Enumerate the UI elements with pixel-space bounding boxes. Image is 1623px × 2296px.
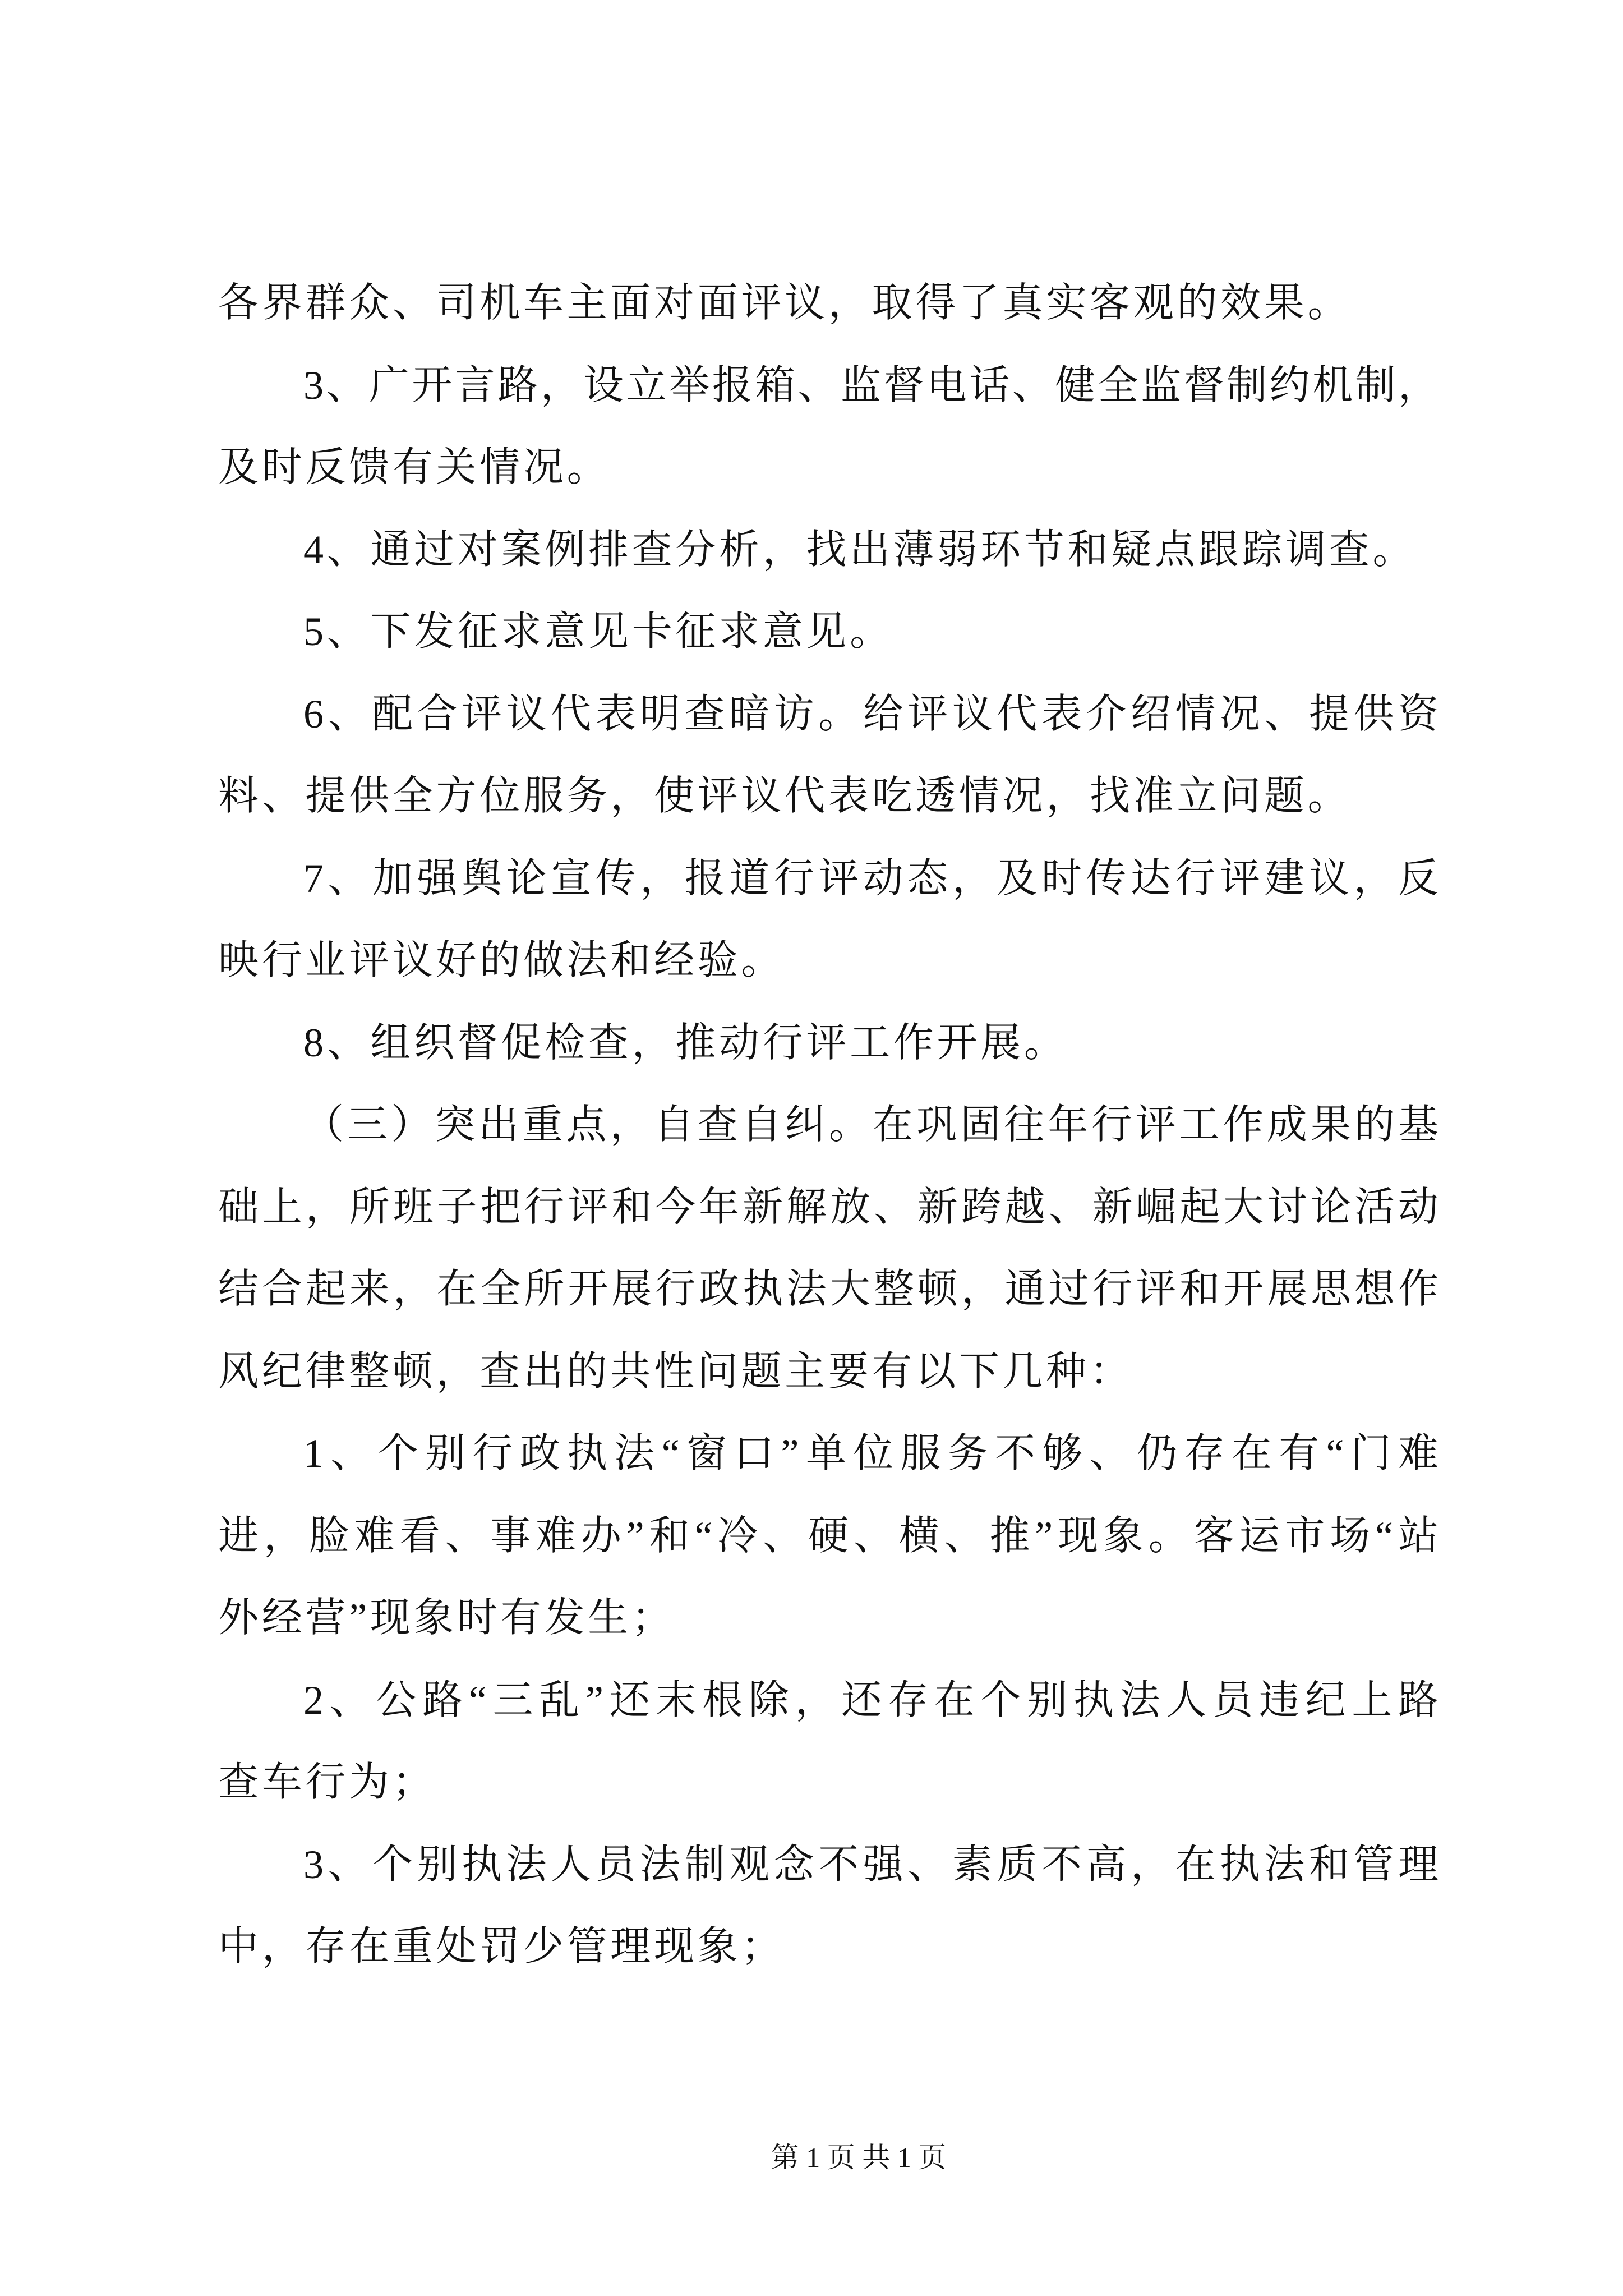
paragraph-line: 料、提供全方位服务，使评议代表吃透情况，找准立问题。 — [218, 774, 1352, 818]
paragraph-line: 各界群众、司机车主面对面评议，取得了真实客观的效果。 — [218, 280, 1352, 325]
paragraph-line: 风纪律整顿，查出的共性问题主要有以下几种： — [218, 1349, 1133, 1394]
section-three-paragraph — [218, 1084, 1438, 1412]
paragraph-line: 8、组织督促检查，推动行评工作开展。 — [303, 1020, 1068, 1065]
paragraph-line: 结合起来，在全所开展行政执法大整顿，通过行评和开展思想作 — [218, 1267, 1438, 1312]
paragraph-item-5 — [218, 591, 1438, 673]
paragraph-item-4 — [218, 509, 1438, 591]
document-body — [218, 262, 1438, 1988]
paragraph-item-7 — [218, 838, 1438, 1002]
problem-item-3 — [218, 1824, 1438, 1988]
paragraph-line: 1、个别行政执法“窗口”单位服务不够、仍存在有“门难 — [303, 1431, 1438, 1476]
paragraph-line: 映行业评议好的做法和经验。 — [218, 938, 785, 983]
paragraph-line: 中，存在重处罚少管理现象； — [218, 1924, 785, 1969]
paragraph-line: 2、公路“三乱”还末根除，还存在个别执法人员违纪上路 — [303, 1677, 1438, 1723]
paragraph-line: 础上，所班子把行评和今年新解放、新跨越、新崛起大讨论活动 — [218, 1184, 1438, 1230]
paragraph-line: 6、配合评议代表明查暗访。给评议代表介绍情况、提供资 — [303, 691, 1438, 737]
paragraph — [218, 262, 1438, 344]
problem-item-2 — [218, 1659, 1438, 1824]
paragraph-line: 查车行为； — [218, 1760, 436, 1805]
paragraph-line: 4、通过对案例排查分析，找出薄弱环节和疑点跟踪调查。 — [303, 527, 1417, 572]
paragraph-line: 7、加强舆论宣传，报道行评动态，及时传达行评建议，反 — [303, 855, 1438, 901]
paragraph-item-8 — [218, 1002, 1438, 1084]
paragraph-line: 进，脸难看、事难办”和“冷、硬、横、推”现象。客运市场“站 — [218, 1513, 1438, 1558]
page-footer: 第 1 页 共 1 页 — [771, 2142, 947, 2173]
paragraph-line: 3、个别执法人员法制观念不强、素质不高，在执法和管理 — [303, 1842, 1438, 1887]
paragraph-item-3 — [218, 344, 1438, 509]
paragraph-line: 外经营”现象时有发生； — [218, 1595, 675, 1640]
paragraph-line: （三）突出重点，自查自纠。在巩固往年行评工作成果的基 — [303, 1102, 1438, 1147]
problem-item-1 — [218, 1412, 1438, 1659]
paragraph-line: 5、下发征求意见卡征求意见。 — [303, 609, 893, 654]
paragraph-line: 及时反馈有关情况。 — [218, 445, 611, 490]
paragraph-item-6 — [218, 673, 1438, 838]
paragraph-line: 3、广开言路，设立举报箱、监督电话、健全监督制约机制， — [303, 362, 1438, 408]
